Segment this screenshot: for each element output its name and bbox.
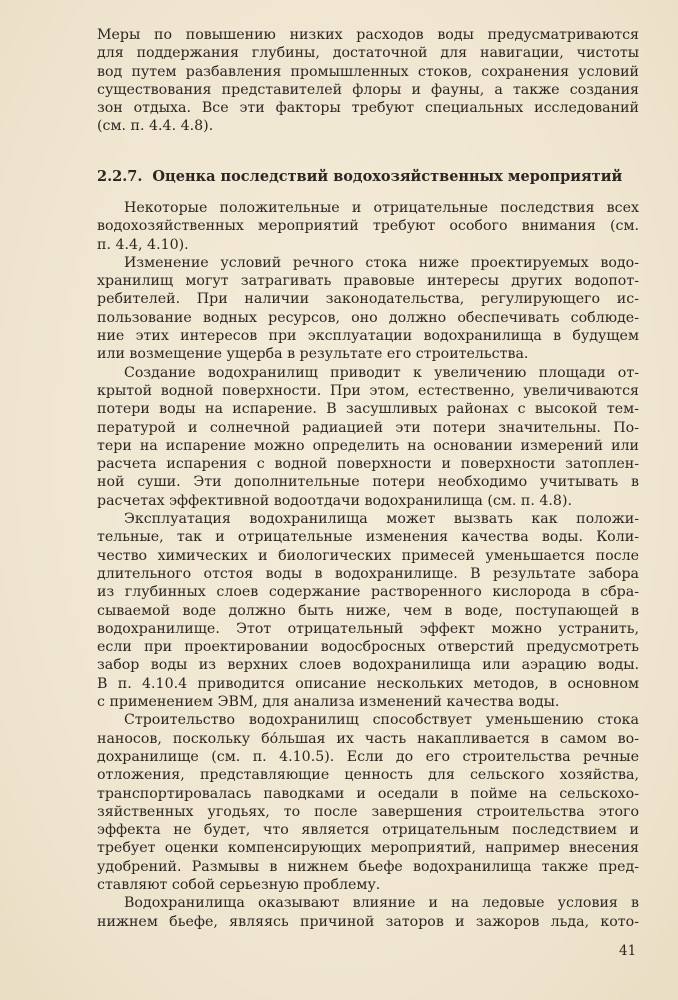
paragraph xyxy=(97,199,639,254)
section-heading xyxy=(97,168,622,186)
text-line: расчета испарения с водной поверхности и поверхности затоплен- xyxy=(97,456,639,473)
text-line: тельные, так и отрицательные изменения качества воды. Коли- xyxy=(97,529,639,546)
text-line: Некоторые положительные и отрицательные последствия всех xyxy=(124,200,639,216)
text-line: наносов, поскольку бо́льшая их часть накапливается в самом во- xyxy=(97,730,639,747)
paragraph xyxy=(97,254,639,364)
text-line: Строительство водохранилищ способствует уменьшению стока xyxy=(124,712,639,729)
text-line: хранилищ могут затрагивать правовые интересы других водопот- xyxy=(97,273,639,290)
text-line: водохранилище. Этот отрицательный эффект можно устранить, xyxy=(97,620,639,637)
text-line: чество химических и биологических примесей уменьшается после xyxy=(97,547,639,564)
text-line: транспортировалась паводками и оседали в пойме на сельскохо- xyxy=(97,785,639,802)
text-line: для поддержания глубины, достаточной для навигации, чистоты xyxy=(97,45,639,62)
text-line: В п. 4.10.4 приводится описание нескольких методов, в основном xyxy=(97,675,639,692)
text-line: пературой и солнечной радиацией эти потери значительны. По- xyxy=(97,419,639,436)
text-line: если при проектировании водосбросных отверстий предусмотреть xyxy=(97,639,639,656)
text-line: потери воды на испарение. В засушливых районах с высокой тем- xyxy=(97,401,639,418)
text-line: из глубинных слоев содержание растворенного кислорода в сбра- xyxy=(97,584,639,601)
text-line: или возмещение ущерба в результате его строительства. xyxy=(97,346,529,363)
section-body xyxy=(97,199,639,931)
text-line: (см. п. 4.4. 4.8). xyxy=(97,118,214,135)
text-line: длительного отстоя воды в водохранилище. В результате забора xyxy=(97,565,639,582)
text-line: с применением ЭВМ, для анализа изменений качества воды. xyxy=(97,694,560,711)
text-line: ние этих интересов при эксплуатации водохранилища в будущем xyxy=(97,328,639,345)
text-line: нижнем бьефе, являясь причиной заторов и зажоров льда, кото- xyxy=(97,913,639,930)
section-title: Оценка последствий водохозяйственных мероприятий xyxy=(152,168,623,185)
text-line: ребителей. При наличии законодательства, регулирующего ис- xyxy=(97,291,639,308)
paragraph xyxy=(97,711,639,894)
text-line: эффекта не будет, что является отрицательным последствием и xyxy=(97,822,639,839)
text-line: ставляют собой серьезную проблему. xyxy=(97,876,381,893)
text-line: существования представителей флоры и фауны, а также создания xyxy=(97,81,639,98)
section-number: 2.2.7. xyxy=(97,168,143,185)
text-line: вод путем разбавления промышленных стоков, сохранения условий xyxy=(97,63,639,80)
paragraph xyxy=(97,894,639,931)
text-line: ной суши. Эти дополнительные потери необходимо учитывать в xyxy=(97,474,639,491)
text-line: зяйственных угодьях, то после завершения строительства этого xyxy=(97,803,639,820)
text-line: забор воды из верхних слоев водохранилища или аэрацию воды. xyxy=(97,657,639,674)
text-line: Изменение условий речного стока ниже проектируемых водо- xyxy=(124,254,639,271)
text-line: Создание водохранилищ приводит к увеличению площади от- xyxy=(124,364,639,381)
intro-paragraph xyxy=(97,26,639,136)
text-line: Водохранилища оказывают влияние и на ледовые условия в xyxy=(124,895,639,912)
text-line: п. 4.4, 4.10). xyxy=(97,236,189,253)
text-line: тери на испарение можно определить на основании измерений или xyxy=(97,437,639,454)
page-number: 41 xyxy=(619,943,637,959)
text-line: отложения, представляющие ценность для сельского хозяйства, xyxy=(97,767,639,784)
text-line: требует оценки компенсирующих мероприятий, например внесения xyxy=(97,840,639,857)
text-line: водохозяйственных мероприятий требуют особого внимания (см. xyxy=(97,218,639,235)
paragraph xyxy=(97,364,639,510)
text-line: пользование водных ресурсов, оно должно обеспечивать соблюде- xyxy=(97,309,639,326)
text-line: Эксплуатация водохранилища может вызвать как положи- xyxy=(124,511,639,528)
text-line: крытой водной поверхности. При этом, естественно, увеличиваются xyxy=(97,382,639,399)
text-line: расчетах эффективной водоотдачи водохранилища (см. п. 4.8). xyxy=(97,492,572,509)
text-line: сываемой воде должно быть ниже, чем в воде, поступающей в xyxy=(97,602,639,619)
text-line: дохранилище (см. п. 4.10.5). Если до его строительства речные xyxy=(97,748,639,765)
paragraph xyxy=(97,510,639,711)
text-line: удобрений. Размывы в нижнем бьефе водохранилища также пред- xyxy=(97,858,639,875)
text-line: Меры по повышению низких расходов воды предусматриваются xyxy=(97,27,639,43)
text-line: зон отдыха. Все эти факторы требуют специальных исследований xyxy=(97,100,639,117)
